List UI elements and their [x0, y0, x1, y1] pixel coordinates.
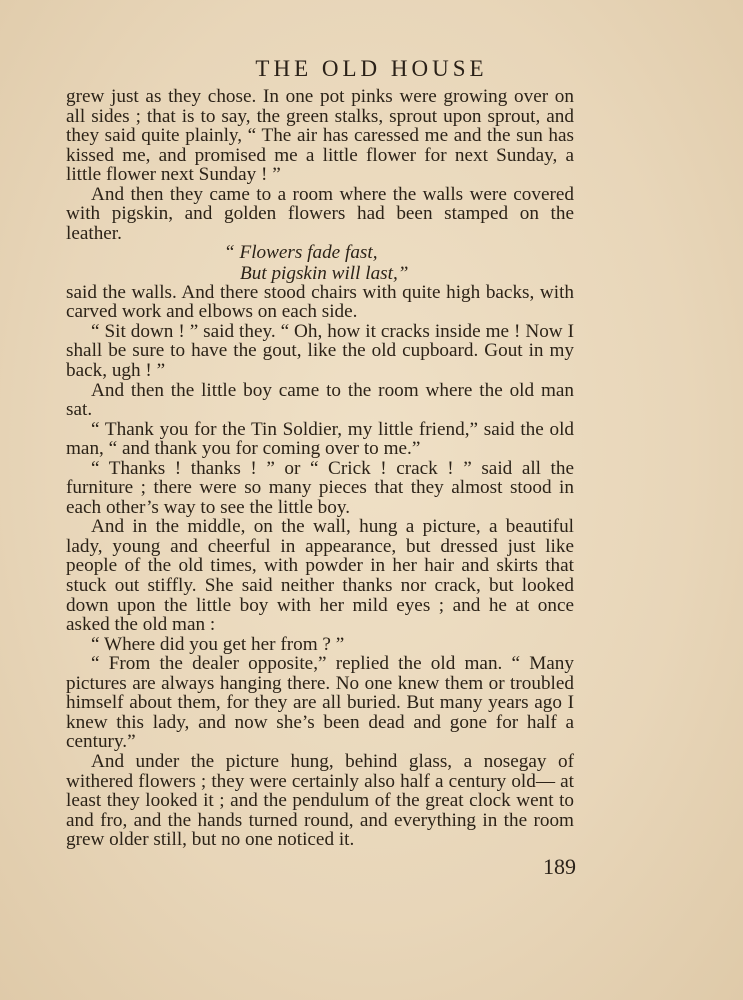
verse-line: “ Flowers fade fast, [224, 241, 378, 263]
paragraph: “ From the dealer opposite,” replied the old man. “ Many pictures are always hanging there. No one knew them or troubled himself about them, for they are all buried. But many years ago I knew this lady, and now she’s been dead and gone for half a century.” [66, 653, 574, 753]
paragraph: grew just as they chose. In one pot pinks were growing over on all sides ; that is to say, the green stalks, sprout upon sprout, and they said quite plainly, “ The air has caressed me and the sun has kissed me, and promised me a little flower for next Sunday, a little flower next Sunday ! ” [66, 86, 574, 186]
paragraph: “ Thanks ! thanks ! ” or “ Crick ! crack ! ” said all the furniture ; there were so many pieces that they almost stood in each other’s way to see the little boy. [66, 457, 574, 518]
paragraph: said the walls. And there stood chairs with quite high backs, with carved work and elbows on each side. [66, 281, 574, 323]
page-number: 189 [543, 854, 576, 879]
body-text [66, 87, 574, 850]
running-header: THE OLD HOUSE [255, 56, 488, 81]
paragraph: And in the middle, on the wall, hung a picture, a beautiful lady, young and cheerful in appearance, but dressed just like people of the old times, with powder in her hair and skirts that stuck out stiffly. She said neither thanks nor crack, but looked down upon the little boy with her mild eyes ; and he at once asked the old man : [66, 516, 574, 636]
paragraph: “ Thank you for the Tin Soldier, my little friend,” said the old man, “ and thank you for coming over to me.” [66, 418, 574, 460]
paragraph: “ Sit down ! ” said they. “ Oh, how it cracks inside me ! Now I shall be sure to have the gout, like the old cupboard. Gout in my back, ugh ! ” [66, 320, 574, 382]
verse-block [66, 224, 574, 283]
paragraph: “ Where did you get her from ? ” [91, 633, 345, 655]
paragraph: And then they came to a room where the walls were covered with pigskin, and golden flowers had been stamped on the [66, 183, 574, 225]
paragraph-tail: leather. [66, 222, 122, 244]
verse [224, 242, 408, 284]
paragraph: And then the little boy came to the room where the old man sat. [66, 379, 574, 421]
verse-line: But pigskin will last,” [240, 262, 409, 284]
paragraph: And under the picture hung, behind glass, a nosegay of withered flowers ; they were certainly also half a century old— at least they looked it ; and the pendulum of the great clock went to and fro, and the hands turned round, and everything in the room grew older still, but no one noticed it. [66, 750, 574, 851]
